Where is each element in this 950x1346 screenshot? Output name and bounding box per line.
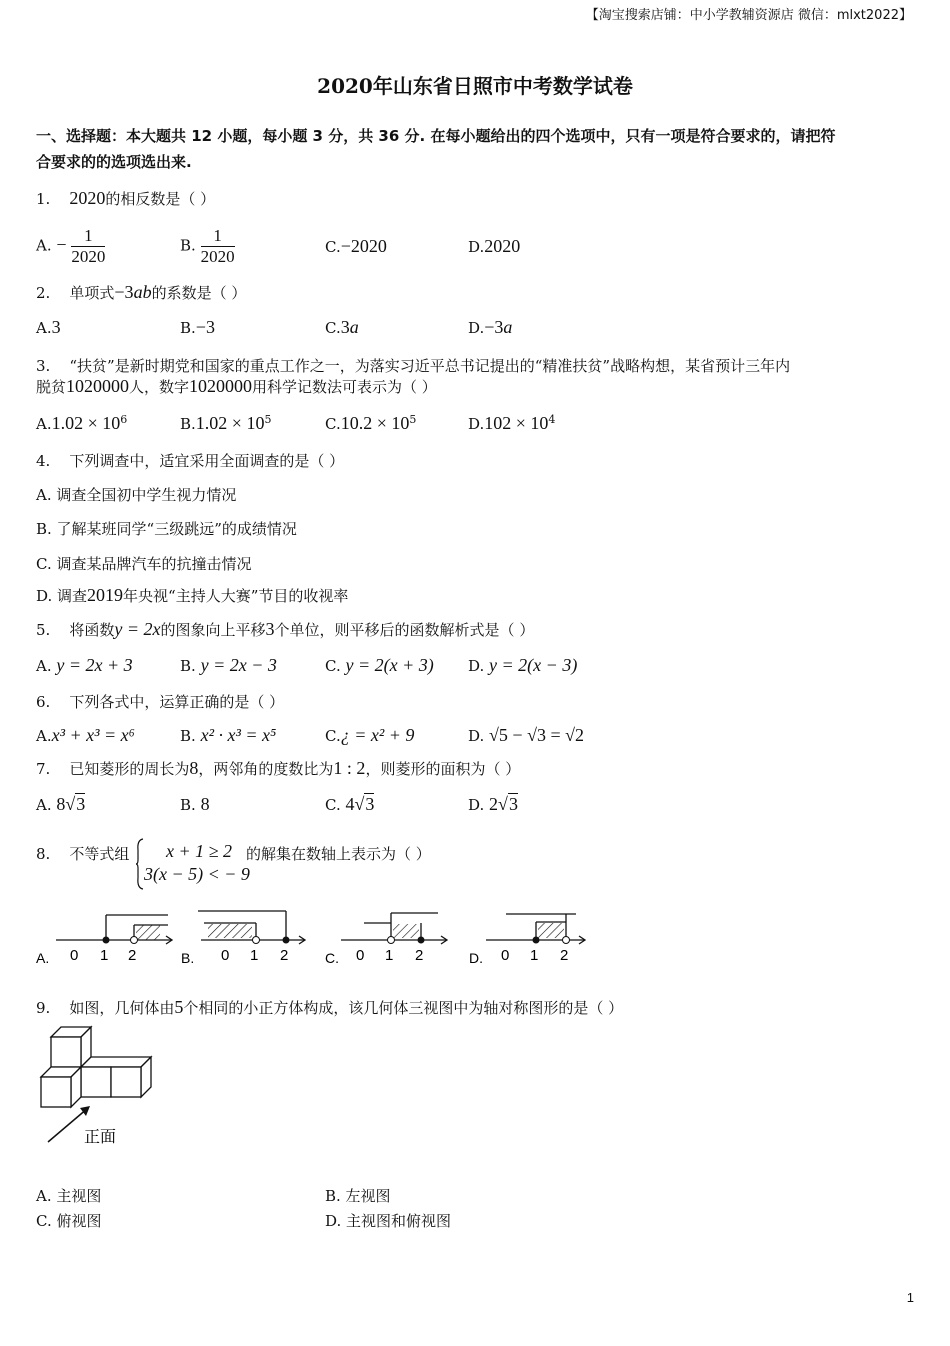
q8-b-tick-0: 0: [221, 947, 230, 964]
q4-number: 4.: [36, 452, 51, 470]
q1-option-c: [325, 236, 387, 257]
q1-b-num: 1: [201, 226, 235, 247]
q1-a-label: A.: [36, 236, 52, 255]
q9-pre: 如图，几何体由: [69, 999, 175, 1017]
q6-text: 下列各式中，运算正确的是（ ）: [69, 693, 285, 711]
q4-option-b: B. 了解某班同学“三级跳远”的成绩情况: [36, 520, 297, 538]
q7-c-label: C.: [325, 796, 341, 814]
q5-number: 5.: [36, 621, 51, 639]
q3-line2-mid: 人，数字: [129, 378, 190, 396]
q8-d-tick-1: 1: [530, 947, 539, 964]
q6-a-label: A.: [36, 727, 52, 745]
q2-c-value: 3: [340, 317, 350, 337]
q2-option-c: [325, 317, 359, 338]
q3-n2: 1020000: [189, 376, 253, 396]
q6-option-d: [468, 725, 584, 746]
q4-d-post: 年央视“主持人大赛”节目的收视率: [123, 587, 349, 605]
q5-b-value: y = 2x − 3: [200, 655, 277, 675]
q5-option-a: [36, 655, 133, 676]
q7-option-d: D. 2√3: [468, 794, 518, 814]
q1-b-label: B.: [180, 236, 196, 255]
q2-option-d: [468, 317, 512, 338]
question-2: [36, 282, 246, 303]
q8-brace: [136, 838, 144, 890]
q7-d-coef: 2: [489, 794, 499, 814]
q8-label-c: C.: [325, 950, 339, 966]
q9-option-a: A. 主视图: [36, 1187, 102, 1205]
q7-a-label: A.: [36, 796, 52, 814]
page-title: 2020年山东省日照市中考数学试卷: [317, 74, 633, 98]
q7-option-b: [180, 794, 210, 815]
q2-option-a: [36, 317, 61, 338]
q1-c-value: −2020: [340, 236, 387, 256]
q2-pre: 单项式: [69, 284, 115, 302]
q9-number: 9.: [36, 999, 51, 1017]
q4-option-a: A. 调查全国初中学生视力情况: [36, 486, 237, 504]
q5-pre: 将函数: [69, 621, 115, 639]
q2-b-label: B.: [180, 319, 196, 337]
q7-a-coef: 8: [56, 794, 66, 814]
q8-row1: x + 1 ≥ 2: [166, 841, 233, 861]
q8-post: 的解集在数轴上表示为（ ）: [246, 845, 431, 863]
q7-d-radicand: 3: [508, 794, 518, 814]
q3-option-d: [468, 413, 555, 434]
q8-c-tick-1: 1: [385, 947, 394, 964]
question-9: [36, 997, 623, 1018]
q7-pre: 已知菱形的周长为: [69, 760, 190, 778]
q5-a-label: A.: [36, 657, 52, 675]
q5-option-c: [325, 655, 434, 676]
q5-d-value: y = 2(x − 3): [489, 655, 578, 675]
q6-c-label: C.: [325, 727, 341, 745]
q8-number-lines: [36, 905, 606, 967]
q3-b-base: 1.02 × 10: [195, 413, 265, 433]
q5-a-value: y = 2x + 3: [56, 655, 133, 675]
q5-b-label: B.: [180, 657, 196, 675]
q9-front-label: 正面: [84, 1129, 117, 1146]
q8-label-d: D.: [469, 950, 483, 966]
q5-post: 个单位，则平移后的函数解析式是（ ）: [274, 621, 535, 639]
q3-line2-pre: 脱贫: [36, 378, 67, 396]
q7-a-radicand: 3: [76, 794, 86, 814]
q9-option-b: B. 左视图: [325, 1187, 391, 1205]
q1-a-sign: −: [56, 234, 67, 255]
q5-function: y = 2x: [114, 619, 161, 639]
q1-d-label: D.: [468, 238, 485, 256]
q3-n1: 1020000: [66, 376, 130, 396]
q1-c-label: C.: [325, 238, 341, 256]
q7-b-value: 8: [200, 794, 210, 814]
header-note: 【淘宝搜索店铺：中小学教辅资源店 微信：mlxt2022】: [585, 8, 912, 23]
q2-c-label: C.: [325, 319, 341, 337]
q3-a-exp: 6: [120, 413, 128, 426]
page-number: 1: [906, 1290, 914, 1305]
q6-a-value: x³ + x³ = x⁶: [51, 725, 135, 745]
q8-label-a: A.: [36, 950, 50, 966]
q4-option-c: C. 调查某品牌汽车的抗撞击情况: [36, 555, 252, 573]
q1-number: 1.: [36, 190, 51, 208]
q8-row2: 3(x − 5) < − 9: [144, 864, 250, 884]
q3-c-label: C.: [325, 415, 341, 433]
q7-mid: ，两邻角的度数比为: [198, 760, 334, 778]
q7-c-radicand: 3: [365, 794, 375, 814]
q3-line1: “扶贫”是新时期党和国家的重点工作之一，为落实习近平总书记提出的“精准扶贫”战略构想，某省预计三年内: [69, 357, 791, 375]
q8-c-tick-2: 2: [415, 947, 424, 964]
q3-a-base: 1.02 × 10: [51, 413, 121, 433]
q1-a-fraction: [71, 226, 105, 267]
q7-b-label: B.: [180, 796, 196, 814]
q2-b-value: −3: [195, 317, 215, 337]
q9-option-d: D. 主视图和俯视图: [325, 1212, 452, 1230]
q8-figure-b: [181, 911, 305, 966]
q2-d-var: a: [503, 317, 513, 337]
q2-c-var: a: [349, 317, 359, 337]
q9-option-c: C. 俯视图: [36, 1212, 102, 1230]
q9-n: 5: [174, 997, 184, 1017]
q1-d-value: 2020: [484, 236, 521, 256]
question-3-line1: [36, 355, 790, 376]
q1-a-num: 1: [71, 226, 105, 247]
q3-d-label: D.: [468, 415, 485, 433]
q8-b-tick-2: 2: [280, 947, 289, 964]
q8-a-tick-1: 1: [100, 947, 109, 964]
q2-d-label: D.: [468, 319, 485, 337]
q1-b-fraction: [201, 226, 235, 267]
q2-a-value: 3: [51, 317, 61, 337]
q8-label-b: B.: [181, 950, 195, 966]
q3-d-base: 102 × 10: [484, 413, 549, 433]
q9-post: 个相同的小正方体构成，该几何体三视图中为轴对称图形的是（ ）: [183, 999, 624, 1017]
q8-figure-a: [36, 915, 172, 966]
q3-b-label: B.: [180, 415, 196, 433]
q8-d-tick-0: 0: [501, 947, 510, 964]
q1-option-a: [36, 226, 105, 267]
question-3-line2: [36, 376, 437, 397]
q8-number: 8.: [36, 845, 51, 863]
q5-n: 3: [265, 619, 275, 639]
q3-c-base: 10.2 × 10: [340, 413, 410, 433]
q7-option-a: A. 8√3: [36, 794, 86, 814]
q4-d-num: 2019: [87, 585, 124, 605]
q6-c-value: ¿ = x² + 9: [340, 725, 415, 745]
q7-option-c: C. 4√3: [325, 794, 375, 814]
q1-option-d: [468, 236, 520, 257]
q6-option-c: [325, 725, 414, 746]
q6-d-label: D.: [468, 727, 485, 745]
q1-a-den: 2020: [71, 247, 106, 266]
q7-c-coef: 4: [345, 794, 355, 814]
q6-option-b: [180, 725, 276, 746]
q6-b-label: B.: [180, 727, 196, 745]
q4-d-pre: D. 调查: [36, 587, 88, 605]
q8-b-tick-1: 1: [250, 947, 259, 964]
q3-line2-post: 用科学记数法可表示为（ ）: [252, 378, 437, 396]
question-7: [36, 758, 520, 779]
q6-d-value: √5 − √3 = √2: [489, 725, 584, 745]
q3-b-exp: 5: [264, 413, 272, 426]
question-5: [36, 619, 534, 640]
q7-number: 7.: [36, 760, 51, 778]
q8-c-tick-0: 0: [356, 947, 365, 964]
q1-option-b: [180, 226, 235, 267]
q2-number: 2.: [36, 284, 51, 302]
q3-d-exp: 4: [548, 413, 556, 426]
q2-var: ab: [133, 282, 152, 302]
section-heading-line2: 合要求的的选项选出来.: [36, 153, 192, 171]
q2-expr: −3: [114, 282, 134, 302]
q8-a-tick-0: 0: [70, 947, 79, 964]
q7-n: 8: [189, 758, 199, 778]
q9-cube-figure: [36, 1022, 166, 1152]
q8-a-tick-2: 2: [128, 947, 137, 964]
q5-c-value: y = 2(x + 3): [345, 655, 434, 675]
q2-a-label: A.: [36, 319, 52, 337]
q1-b-den: 2020: [200, 247, 235, 266]
q2-d-value: −3: [484, 317, 504, 337]
q5-option-b: [180, 655, 277, 676]
q8-pre: 不等式组: [69, 845, 130, 863]
q5-option-d: [468, 655, 577, 676]
q8-figure-c: [325, 913, 447, 966]
q7-post: ，则菱形的面积为（ ）: [365, 760, 521, 778]
q1-number-text: 2020: [69, 188, 106, 208]
question-4: [36, 450, 344, 471]
q3-c-exp: 5: [409, 413, 417, 426]
q3-option-a: [36, 413, 127, 434]
section-heading-line1: 一、选择题：本大题共 12 小题，每小题 3 分，共 36 分. 在每小题给出的四个选项中，只有一项是符合要求的，请把符: [36, 127, 836, 145]
q7-ratio: 1 : 2: [333, 758, 366, 778]
q4-option-d: [36, 585, 348, 606]
q6-option-a: [36, 725, 135, 746]
q3-option-b: [180, 413, 271, 434]
q5-d-label: D.: [468, 657, 485, 675]
question-8: [36, 843, 129, 864]
q3-option-c: [325, 413, 416, 434]
question-6: [36, 691, 284, 712]
q1-text: 的相反数是（ ）: [105, 190, 216, 208]
q6-b-value: x² · x³ = x⁵: [200, 725, 277, 745]
q5-c-label: C.: [325, 657, 341, 675]
q5-mid: 的图象向上平移: [160, 621, 266, 639]
q4-text: 下列调查中，适宜采用全面调查的是（ ）: [69, 452, 345, 470]
q3-a-label: A.: [36, 415, 52, 433]
q3-number: 3.: [36, 357, 51, 375]
q7-d-label: D.: [468, 796, 485, 814]
question-1: [36, 188, 215, 209]
q8-d-tick-2: 2: [560, 947, 569, 964]
q6-number: 6.: [36, 693, 51, 711]
q8-figure-d: [469, 914, 585, 966]
q2-post: 的系数是（ ）: [151, 284, 247, 302]
q2-option-b: [180, 317, 215, 338]
